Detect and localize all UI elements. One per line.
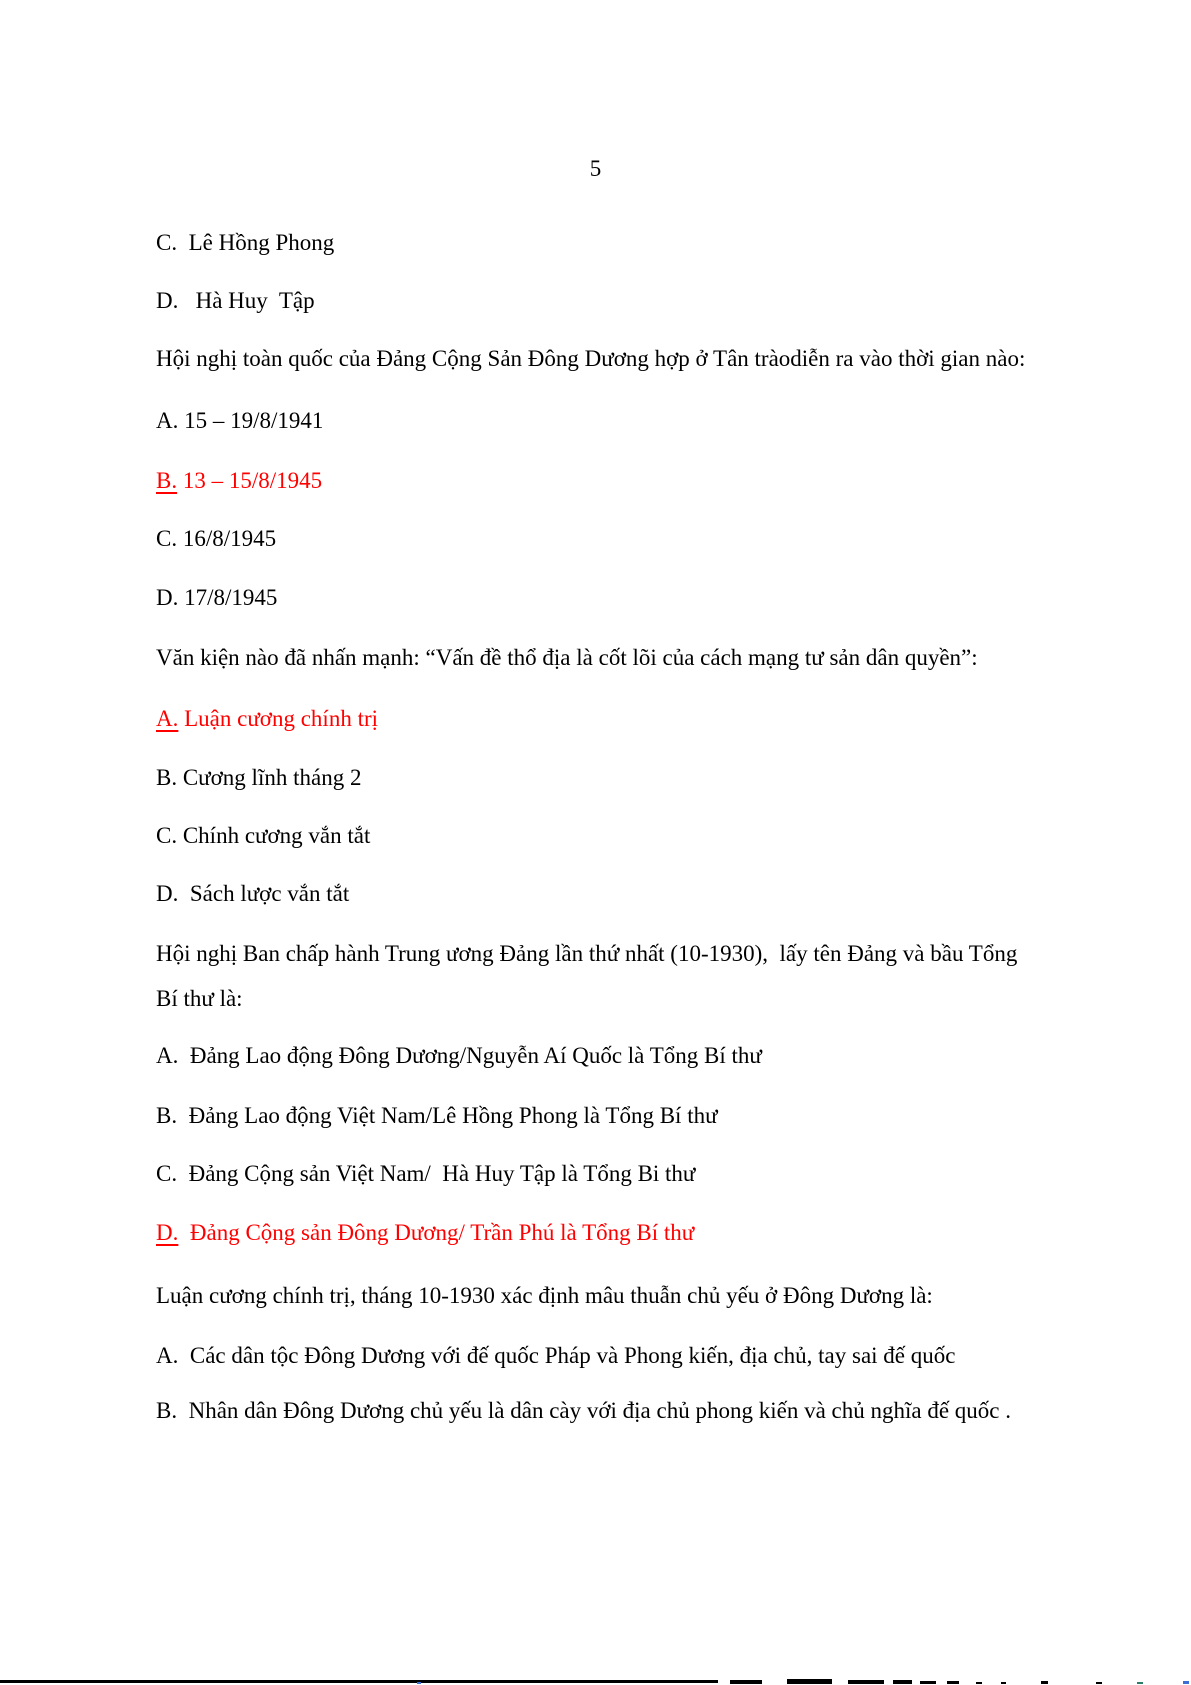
- page-edge-fragment: [417, 1682, 421, 1684]
- answer-letter: A.: [156, 706, 179, 731]
- answer-option: C. Đảng Cộng sản Việt Nam/ Hà Huy Tập là Tổng Bi thư: [156, 1161, 696, 1186]
- answer-option: B. Đảng Lao động Việt Nam/Lê Hồng Phong là Tổng Bí thư: [156, 1103, 718, 1128]
- answer-option: C. Chính cương vắn tắt: [156, 823, 371, 848]
- page-edge-fragment: [893, 1680, 912, 1684]
- page-edge-fragment: [1001, 1682, 1006, 1684]
- answer-option: B. Nhân dân Đông Dương chủ yếu là dân cày với địa chủ phong kiến và chủ nghĩa đế quốc .: [156, 1398, 1011, 1423]
- answer-option: D. 17/8/1945: [156, 585, 278, 610]
- answer-letter: B.: [156, 468, 178, 493]
- question-stem: Văn kiện nào đã nhấn mạnh: “Vấn đề thổ địa là cốt lõi của cách mạng tư sản dân quyền”:: [156, 645, 978, 670]
- answer-option: D. Sách lược vắn tắt: [156, 881, 350, 906]
- page-bottom-rule: [0, 1680, 718, 1683]
- page-edge-fragment: [947, 1681, 959, 1684]
- page-edge-fragment: [848, 1680, 884, 1684]
- page-edge-fragment: [976, 1682, 982, 1684]
- answer-letter: D.: [156, 1220, 179, 1245]
- page-edge-fragment: [1096, 1682, 1102, 1684]
- page-edge-fragment: [1183, 1681, 1189, 1684]
- answer-option: D. Hà Huy Tập: [156, 288, 315, 313]
- question-stem: Hội nghị Ban chấp hành Trung ương Đảng lần thứ nhất (10-1930), lấy tên Đảng và bầu Tổng: [156, 941, 1018, 966]
- question-stem-continued: Bí thư là:: [156, 986, 243, 1011]
- correct-answer-option: [156, 464, 322, 498]
- answer-option: B. Cương lĩnh tháng 2: [156, 765, 362, 790]
- question-stem: Hội nghị toàn quốc của Đảng Cộng Sản Đông Dương hợp ở Tân tràodiễn ra vào thời gian nào:: [156, 346, 1026, 371]
- answer-option: A. 15 – 19/8/1941: [156, 408, 324, 433]
- page-edge-fragment: [920, 1681, 936, 1684]
- correct-answer-option: [156, 702, 378, 736]
- page-edge-fragment: [787, 1679, 832, 1684]
- answer-option: A. Đảng Lao động Đông Dương/Nguyễn Aí Quốc là Tổng Bí thư: [156, 1043, 762, 1068]
- answer-option: A. Các dân tộc Đông Dương với đế quốc Pháp và Phong kiến, địa chủ, tay sai đế quốc: [156, 1343, 956, 1368]
- answer-option: C. Lê Hồng Phong: [156, 230, 335, 255]
- answer-option: C. 16/8/1945: [156, 526, 277, 551]
- page-edge-fragment: [730, 1680, 762, 1684]
- page-edge-fragment: [1137, 1682, 1143, 1684]
- question-stem: Luận cương chính trị, tháng 10-1930 xác định mâu thuẫn chủ yếu ở Đông Dương là:: [156, 1283, 933, 1308]
- correct-answer-option: [156, 1216, 694, 1250]
- answer-text: Luận cương chính trị: [178, 706, 379, 731]
- page-number: 5: [589, 156, 602, 181]
- page-edge-fragment: [1041, 1681, 1048, 1684]
- answer-text: Đảng Cộng sản Đông Dương/ Trần Phú là Tổng Bí thư: [178, 1220, 695, 1245]
- answer-text: 13 – 15/8/1945: [177, 468, 323, 493]
